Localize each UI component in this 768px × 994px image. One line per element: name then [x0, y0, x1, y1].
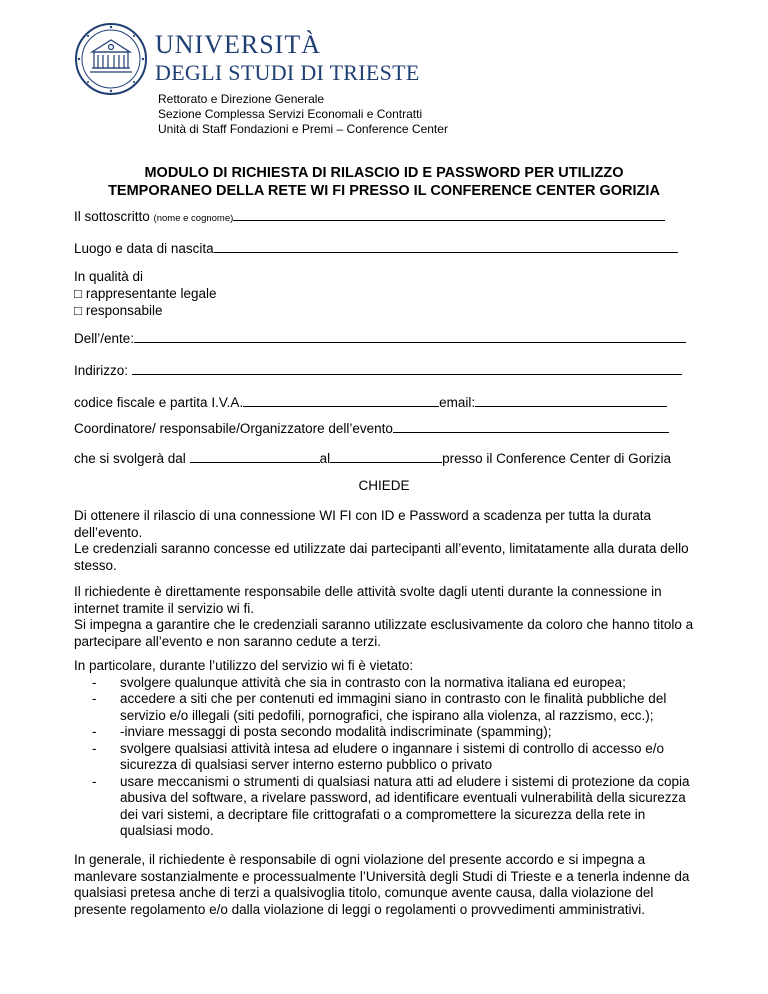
list-item: - -inviare messaggi di posta secondo modalità indiscriminate (spamming);: [74, 724, 698, 741]
field-qualita: [74, 268, 217, 319]
department-line: Unità di Staff Fondazioni e Premi – Conference Center: [158, 122, 448, 136]
form-title-line: TEMPORANEO DELLA RETE WI FI PRESSO IL CONFERENCE CENTER GORIZIA: [108, 183, 660, 199]
university-name-line2: DEGLI STUDI DI TRIESTE: [155, 60, 420, 85]
chiede-heading: CHIEDE: [358, 478, 410, 493]
paragraph-richiesta: [74, 508, 698, 574]
field-date-evento: [74, 450, 671, 466]
department-line: Sezione Complessa Servizi Economali e Contratti: [158, 107, 423, 121]
email-input-line[interactable]: [475, 394, 667, 407]
data-fine-input-line[interactable]: [330, 450, 442, 463]
field-label: email:: [439, 395, 476, 410]
data-inizio-input-line[interactable]: [190, 450, 320, 463]
paragraph: Di ottenere il rilascio di una connessione WI FI con ID e Password a scadenza per tutta la durata dell’evento.: [74, 508, 652, 540]
field-ente: [74, 330, 686, 346]
checkbox-responsabile[interactable]: □ responsabile: [74, 303, 163, 318]
list-item: - svolgere qualunque attività che sia in contrasto con la normativa italiana ed europea;: [74, 675, 698, 692]
field-label: In qualità di: [74, 269, 144, 284]
list-item: - svolgere qualsiasi attività intesa ad eludere o ingannare i sistemi di controllo di accesso e/o sicurezza di qualsiasi server interno esterno pubblico o privato: [74, 741, 698, 774]
field-label: presso il Conference Center di Gorizia: [442, 451, 671, 466]
field-sottoscritto: [74, 208, 665, 224]
paragraph: In particolare, durante l’utilizzo del servizio wi fi è vietato:: [74, 658, 414, 673]
university-seal-icon: [74, 22, 148, 96]
field-label: Indirizzo:: [74, 363, 129, 378]
paragraph-responsabilita: [74, 584, 698, 650]
prohibitions-list: [74, 675, 698, 840]
field-codice-email: [74, 394, 667, 410]
field-label: Coordinatore/ responsabile/Organizzatore dell’evento: [74, 421, 393, 436]
field-luogo-data: [74, 240, 678, 256]
department-block: [158, 92, 448, 137]
coordinatore-input-line[interactable]: [393, 420, 669, 433]
prohibitions-section: [74, 658, 698, 840]
list-item: - usare meccanismi o strumenti di qualsiasi natura atti ad eludere i sistemi di protezione da copia abusiva del software, a rivelare password, ad identificare eventuali vulnerabilità della sicurezza dei vari sistemi, a decriptare file crittografati o a compromettere la sicurezza della rete in qualsiasi modo.: [74, 774, 698, 840]
paragraph-manleva: [74, 852, 698, 918]
indirizzo-input-line[interactable]: [132, 362, 682, 375]
paragraph: Le credenziali saranno concesse ed utilizzate dai partecipanti all’evento, limitatamente alla durata dello stesso.: [74, 541, 689, 573]
form-title: [40, 164, 728, 200]
field-label: al: [319, 451, 331, 466]
sottoscritto-input-line[interactable]: [233, 208, 665, 221]
paragraph: Il richiedente è direttamente responsabile delle attività svolte dagli utenti durante la connessione in internet tramite il servizio wi fi.: [74, 584, 662, 616]
field-label: Luogo e data di nascita: [74, 241, 214, 256]
field-label: Dell’/ente:: [74, 331, 135, 346]
field-hint: (nome e cognome): [153, 213, 234, 224]
codice-fiscale-input-line[interactable]: [243, 394, 439, 407]
field-label: che si svolgerà dal: [74, 451, 186, 466]
list-item: - accedere a siti che per contenuti ed immagini siano in contrasto con le finalità pubbliche del servizio e/o illegali (siti pedofili, pornografici, che ispirano alla violenza, al razzismo, ecc.);: [74, 691, 698, 724]
field-indirizzo: [74, 362, 682, 378]
ente-input-line[interactable]: [134, 330, 686, 343]
department-line: Rettorato e Direzione Generale: [158, 92, 325, 106]
luogo-data-input-line[interactable]: [214, 240, 678, 253]
university-name-line1: UNIVERSITÀ: [155, 30, 321, 59]
checkbox-rappresentante-legale[interactable]: □ rappresentante legale: [74, 286, 217, 301]
form-title-line: MODULO DI RICHIESTA DI RILASCIO ID E PASSWORD PER UTILIZZO: [144, 165, 624, 181]
field-label: Il sottoscritto: [74, 209, 150, 224]
field-label: codice fiscale e partita I.V.A.: [74, 395, 244, 410]
paragraph: In generale, il richiedente è responsabile di ogni violazione del presente accordo e si impegna a manlevare sostanzialmente e processualmente l’Università degli Studi di Trieste e a tenerla indenne da qualsiasi pretesa anche di terzi a qualsivoglia titolo, comunque avente causa, dalla violazione del presente regolamento e/o dalla violazione di leggi o regolamenti o provvedimenti amministrativi.: [74, 852, 690, 917]
field-coordinatore: [74, 420, 669, 436]
paragraph: Si impegna a garantire che le credenziali saranno utilizzate esclusivamente da coloro che hanno titolo a partecipare all’evento e non saranno cedute a terzi.: [74, 617, 694, 649]
